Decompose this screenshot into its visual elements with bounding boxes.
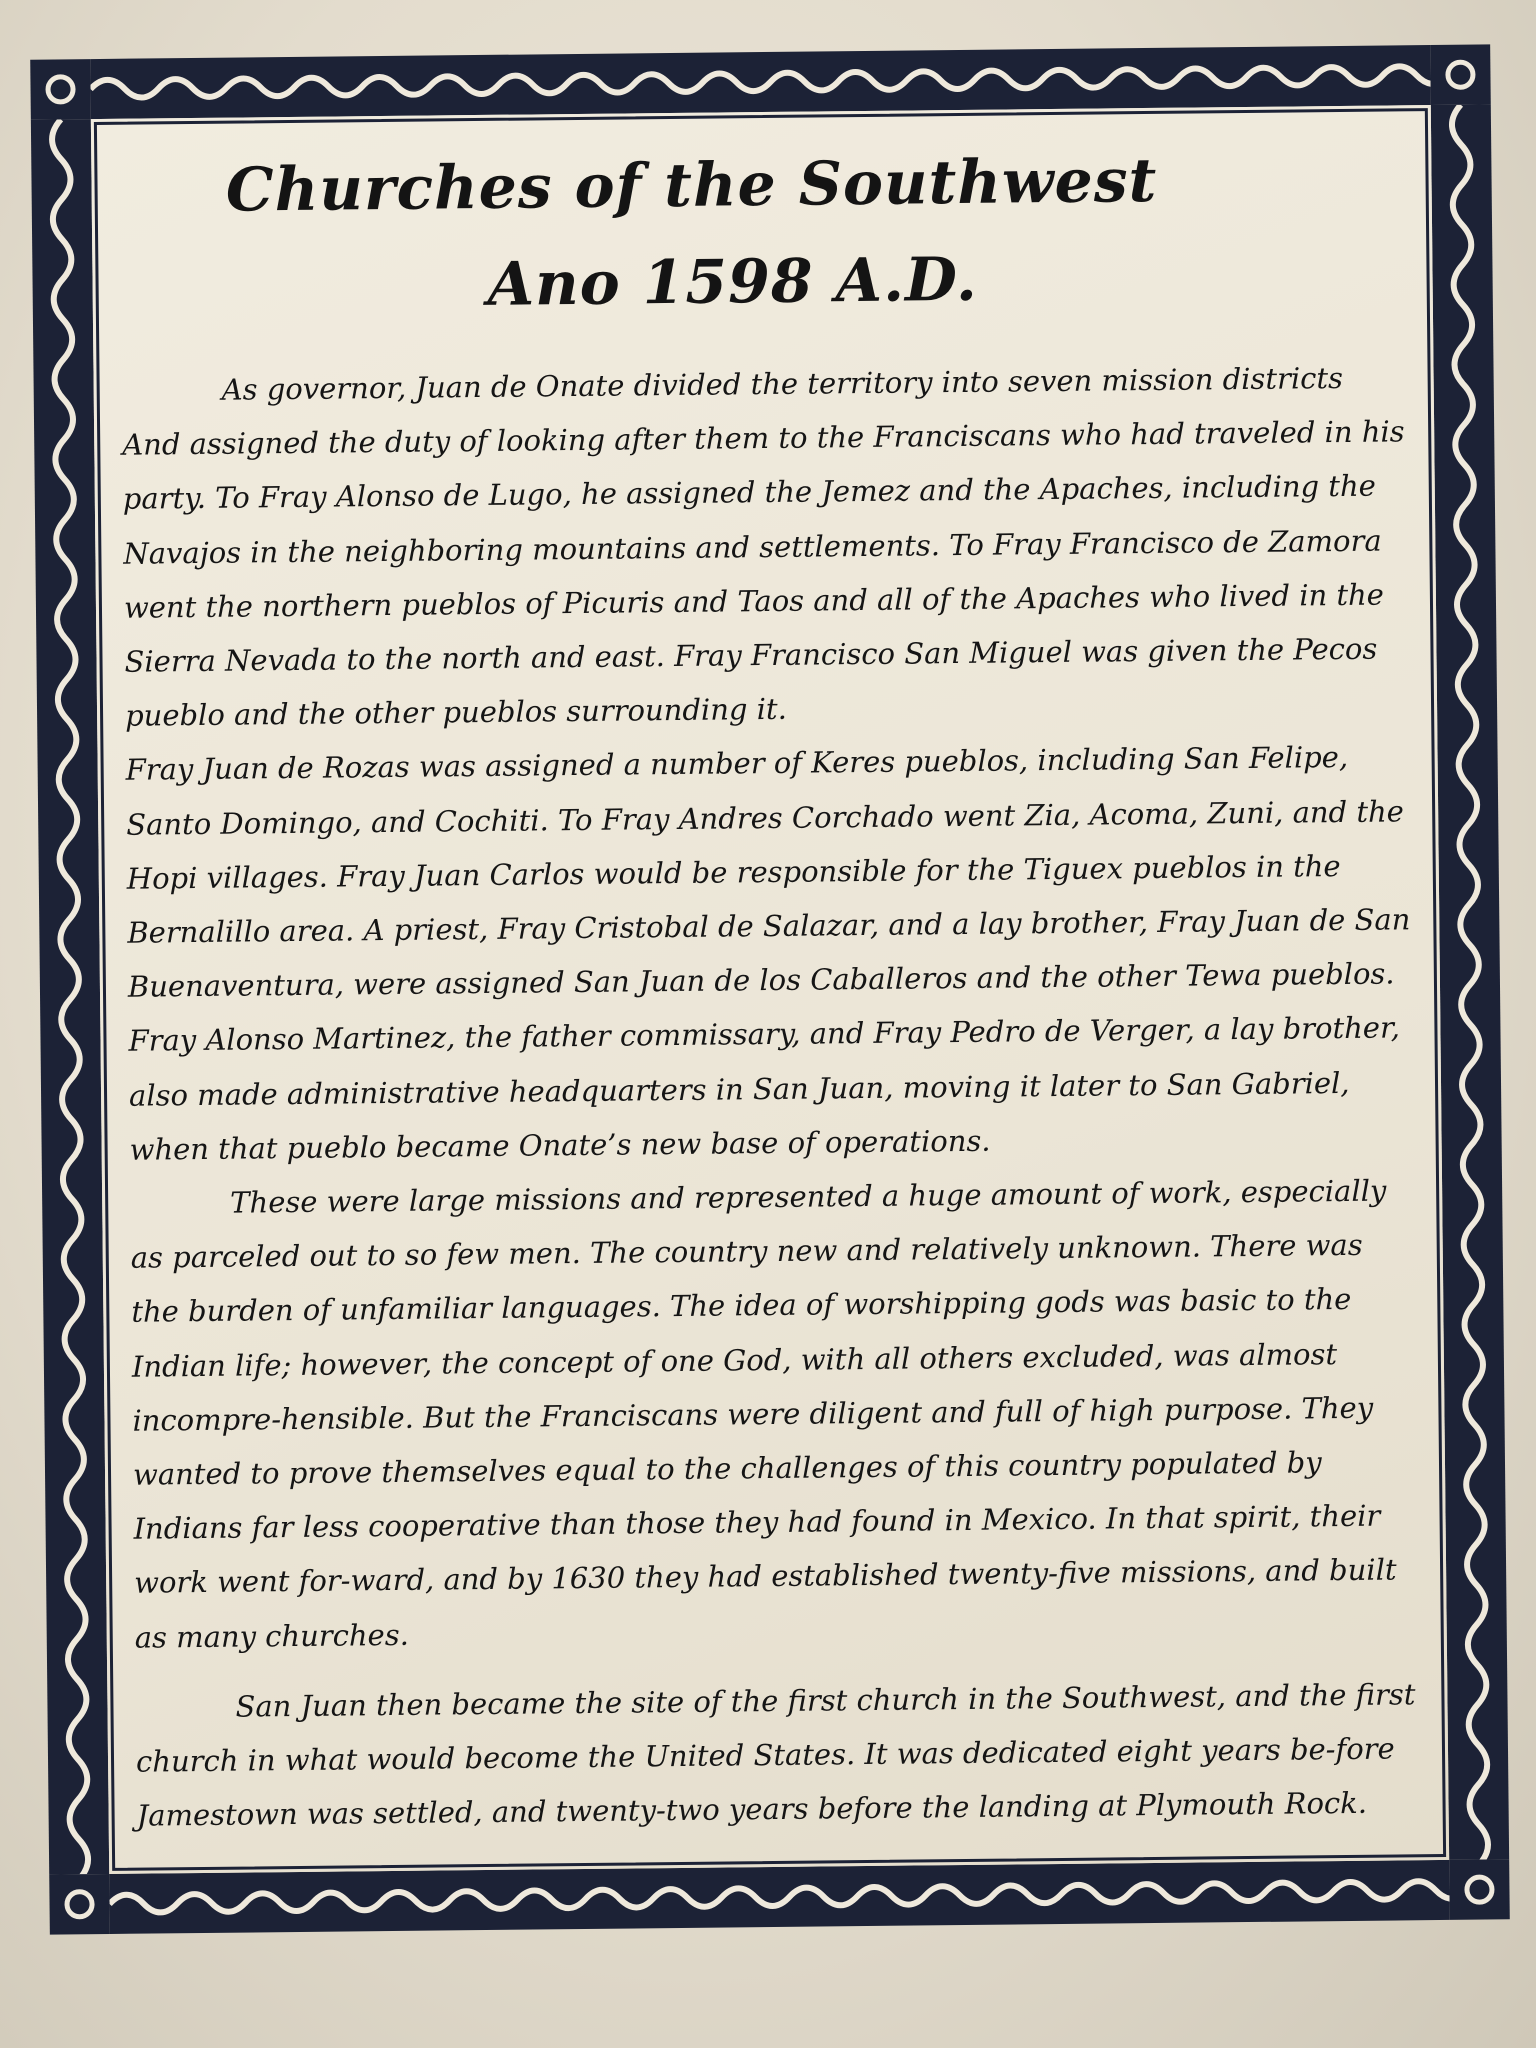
paragraph: As governor, Juan de Onate divided the territory into seven mission districts And assigned the duty of looking after them to the Franciscans who had traveled in his party. To Fray Alonso de Lugo, he assigned the Jemez and the Apaches, including the Navajos in the neighboring mountains and settlements. To Fray Francisco de Zamora went the northern pueblos of Picuris and Taos and all of the Apaches who lived in the Sierra Nevada to the north and east. Fray Francisco San Miguel was given the Pecos pueblo and the other pueblos surrounding it. (122, 360, 1405, 733)
corner-ring-icon (1449, 1859, 1510, 1920)
document-title: Churches of the Southwest (225, 145, 1158, 226)
text-panel (91, 105, 1449, 1874)
document-body (121, 350, 1420, 1843)
corner-ring-icon (30, 59, 91, 120)
paragraph: San Juan then became the site of the first church in the Southwest, and the first church in what would become the United States. It was dedicated eight years be-fore Jamestown was settled, and twenty-two years before the landing at Plymouth Rock. (135, 1677, 1416, 1833)
paragraph: These were large missions and represented a huge amount of work, especially as parceled out to so few men. The country new and relatively unknown. There was the burden of unfamiliar languages. The idea of worshipping gods was basic to the Indian life; however, the concept of one God, with all others excluded, was almost incompre-hensible. But the Franciscans were diligent and full of high purpose. They wanted to prove themselves equal to the challenges of this country populated by Indians far less cooperative than those they had found in Mexico. In that spirit, their work went for-ward, and by 1630 they had established twenty-five missions, and built as many churches. (130, 1173, 1397, 1655)
corner-ring-icon (1430, 44, 1491, 105)
document-subtitle: Ano 1598 A.D. (487, 244, 979, 320)
document-sheet (30, 44, 1510, 1934)
corner-ring-icon (49, 1874, 110, 1935)
paragraph: Fray Juan de Rozas was assigned a number of Keres pueblos, including San Felipe, Santo Domingo, and Cochiti. To Fray Andres Corchado went Zia, Acoma, Zuni, and the Hopi villages. Fray Juan Carlos would be responsible for the Tiguex pueblos in the Bernalillo area. A priest, Fray Cristobal de Salazar, and a lay brother, Fray Juan de San Buenaventura, were assigned San Juan de los Caballeros and the other Tewa pueblos. Fray Alonso Martinez, the father commissary, and Fray Pedro de Verger, a lay brother, also made administrative headquarters in San Juan, moving it later to San Gabriel, when that pueblo became Onate’s new base of operations. (125, 740, 1411, 1167)
